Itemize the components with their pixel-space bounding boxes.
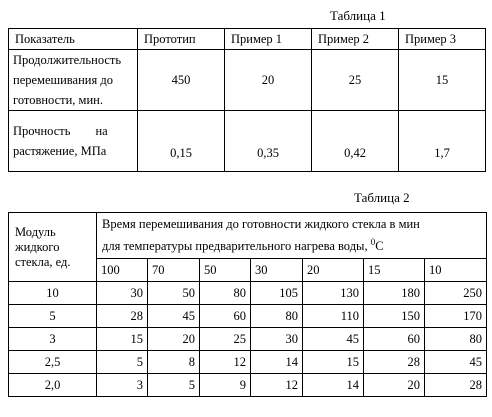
table-cell: 30 [251,328,303,351]
table2-caption: Таблица 2 [354,190,410,205]
table-cell: 45 [148,305,200,328]
table-cell: 45 [425,351,487,374]
table-cell: 28 [97,305,148,328]
table-row [9,111,486,172]
table1-header-example2: Пример 2 [312,29,399,50]
table2-header-row [9,213,487,259]
table-row [9,50,486,111]
table-cell: 15 [303,351,364,374]
table-cell: 5 [148,374,200,397]
temperature-cell: 15 [364,259,425,282]
table1 [8,28,486,172]
temperature-cell: 20 [303,259,364,282]
table-cell: 14 [303,374,364,397]
modulus-cell: 2,5 [9,351,97,374]
table-row [9,351,487,374]
table-cell: 80 [425,328,487,351]
table-cell: 14 [251,351,303,374]
table2 [8,212,487,397]
table-row [9,282,487,305]
table2-modulus-header: Модуль жидкого стекла, ед. [9,213,97,282]
table1-header-prototype: Прототип [138,29,225,50]
table-cell: 0,15 [138,111,225,172]
temperature-cell: 30 [251,259,303,282]
table1-header-indicator: Показатель [9,29,138,50]
table-cell: 0,42 [312,111,399,172]
table-cell: 25 [200,328,251,351]
table-cell: 1,7 [399,111,486,172]
table-cell: 60 [364,328,425,351]
table-cell: 15 [97,328,148,351]
table-cell: 250 [425,282,487,305]
table2-time-header: Время перемешивания до готовности жидкого стекла в мин для температуры предварительного нагрева воды, $^0$С [97,213,487,259]
table-cell: 9 [200,374,251,397]
table-cell: 12 [251,374,303,397]
row-label: Продолжительность перемешивания до готовности, мин. [9,50,138,111]
temperature-cell: 100 [97,259,148,282]
table-cell: 180 [364,282,425,305]
table-cell: 8 [148,351,200,374]
table-cell: 15 [399,50,486,111]
table-row [9,374,487,397]
table-row [9,305,487,328]
table-cell: 80 [251,305,303,328]
temperature-cell: 70 [148,259,200,282]
table-cell: 170 [425,305,487,328]
table-cell: 3 [97,374,148,397]
table-cell: 20 [364,374,425,397]
table-cell: 12 [200,351,251,374]
table1-caption: Таблица 1 [330,8,386,23]
table-cell: 45 [303,328,364,351]
table-cell: 20 [148,328,200,351]
modulus-cell: 2,0 [9,374,97,397]
modulus-cell: 3 [9,328,97,351]
table-cell: 25 [312,50,399,111]
row-label: Прочность на растяжение, МПа [9,111,138,172]
temperature-cell: 50 [200,259,251,282]
table-cell: 28 [425,374,487,397]
table-cell: 105 [251,282,303,305]
table-cell: 50 [148,282,200,305]
table-row [9,328,487,351]
table1-header-example3: Пример 3 [399,29,486,50]
temperature-cell: 10 [425,259,487,282]
table-cell: 450 [138,50,225,111]
modulus-cell: 5 [9,305,97,328]
modulus-cell: 10 [9,282,97,305]
table-cell: 0,35 [225,111,312,172]
table-cell: 20 [225,50,312,111]
table-cell: 5 [97,351,148,374]
table-cell: 130 [303,282,364,305]
table-cell: 150 [364,305,425,328]
table-cell: 80 [200,282,251,305]
table-cell: 60 [200,305,251,328]
table1-header-row [9,29,486,50]
table1-header-example1: Пример 1 [225,29,312,50]
table-cell: 30 [97,282,148,305]
table-cell: 110 [303,305,364,328]
table-cell: 28 [364,351,425,374]
